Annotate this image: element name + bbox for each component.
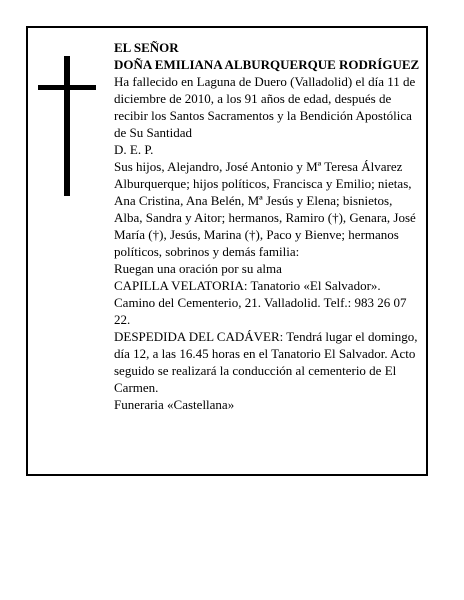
- chapel-info: [114, 277, 422, 328]
- rip-abbreviation: D. E. P.: [114, 142, 154, 157]
- funeral-home: Funeraria «Castellana»: [114, 397, 235, 412]
- chapel-label: CAPILLA VELATORIA:: [114, 278, 248, 293]
- farewell-info: [114, 328, 422, 396]
- prayer-request: Ruegan una oración por su alma: [114, 261, 282, 276]
- family-list: Sus hijos, Alejandro, José Antonio y Mª Teresa Álvarez Alburquerque; hijos políticos, Francisca y Emilio; nietas, Ana Cristina, Ana Belén, Mª Jesús y Elena; bisnietos, Alba, Sandra y Aitor; hermanos, Ramiro (†), Genara, José María (†), Jesús, Marina (†), Paco y Bienve; hermanos políticos, sobrinos y demás familia:: [114, 159, 416, 259]
- cross-horizontal-bar: [38, 85, 96, 90]
- cross-icon: [38, 56, 96, 196]
- obituary-text: [114, 39, 422, 413]
- death-announcement: Ha fallecido en Laguna de Duero (Valladolid) el día 11 de diciembre de 2010, a los 91 años de edad, después de recibir los Santos Sacramentos y la Bendición Apostólica de Su Santidad: [114, 74, 416, 140]
- chapel-details: Tanatorio «El Salvador». Camino del Cementerio, 21. Valladolid. Telf.: 983 26 07 22.: [114, 278, 407, 327]
- deceased-name: DOÑA EMILIANA ALBURQUERQUE RODRÍGUEZ: [114, 57, 420, 72]
- farewell-details: Tendrá lugar el domingo, día 12, a las 16.45 horas en el Tanatorio El Salvador. Acto seguido se realizará la conducción al cementerio de El Carmen.: [114, 329, 418, 395]
- heading-title: EL SEÑOR: [114, 40, 179, 55]
- cross-vertical-bar: [64, 56, 70, 196]
- farewell-label: DESPEDIDA DEL CADÁVER:: [114, 329, 284, 344]
